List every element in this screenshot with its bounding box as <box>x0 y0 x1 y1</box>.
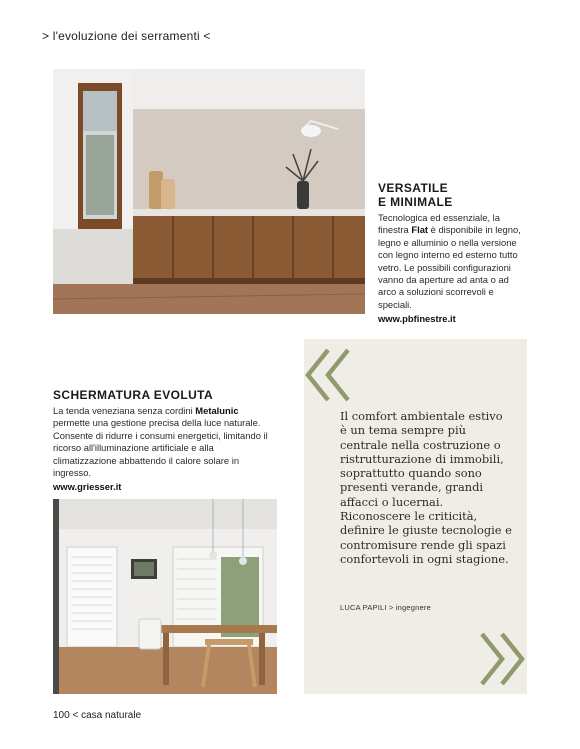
block2-heading: SCHERMATURA EVOLUTA <box>53 388 214 402</box>
block1-body <box>378 212 528 311</box>
block1-heading-line1: VERSATILE <box>378 181 449 195</box>
block2-body-post: permette una gestione precisa della luce naturale. Consente di ridurre i consumi energetici, limitando il ricorso all'illuminazione artificiale e alla climatizzazione abbattendo il calore solare in ingresso. <box>53 417 268 479</box>
block2-body-bold: Metalunic <box>195 405 239 416</box>
block1-body-pre: Tecnologica ed essenziale, la finestra <box>378 212 500 236</box>
quote-author: LUCA PAPILI > ingegnere <box>340 603 431 612</box>
block1-body-bold: Flat <box>411 224 429 236</box>
block2-body <box>53 405 273 479</box>
block1-body-post: è disponibile in legno, legno e alluminio o nella versione con legno interno ed esterno tutto vetro. Le possibili configurazioni vanno da aperture ad anta o ad arco a soluzioni scorrevoli e speciali. <box>378 224 521 310</box>
block2-website-link[interactable]: www.griesser.it <box>53 481 122 493</box>
kitchen-photo <box>53 69 365 314</box>
block2-body-pre: La tenda veneziana senza cordini <box>53 405 196 416</box>
section-tag: > l'evoluzione dei serramenti < <box>42 29 211 43</box>
block1-website-link[interactable]: www.pbfinestre.it <box>378 313 456 325</box>
open-quote-icon <box>298 346 352 404</box>
article-block-schermatura <box>53 388 273 492</box>
quote-text: Il comfort ambientale estivo è un tema sempre più centrale nella costruzione o ristrutturazione di immobili, soprattutto quando sono presenti verande, grandi affacci o lucernai. Riconoscere le criticità, definire le giuste tecnologie e contromisure rende gli spazi confortevoli in ogni stagione. <box>340 409 512 566</box>
dining-photo <box>53 499 277 694</box>
block1-heading-line2: E MINIMALE <box>378 195 453 209</box>
article-block-versatile <box>378 181 528 324</box>
close-quote-icon <box>478 630 532 688</box>
page-footer: 100 < casa naturale <box>53 710 142 721</box>
